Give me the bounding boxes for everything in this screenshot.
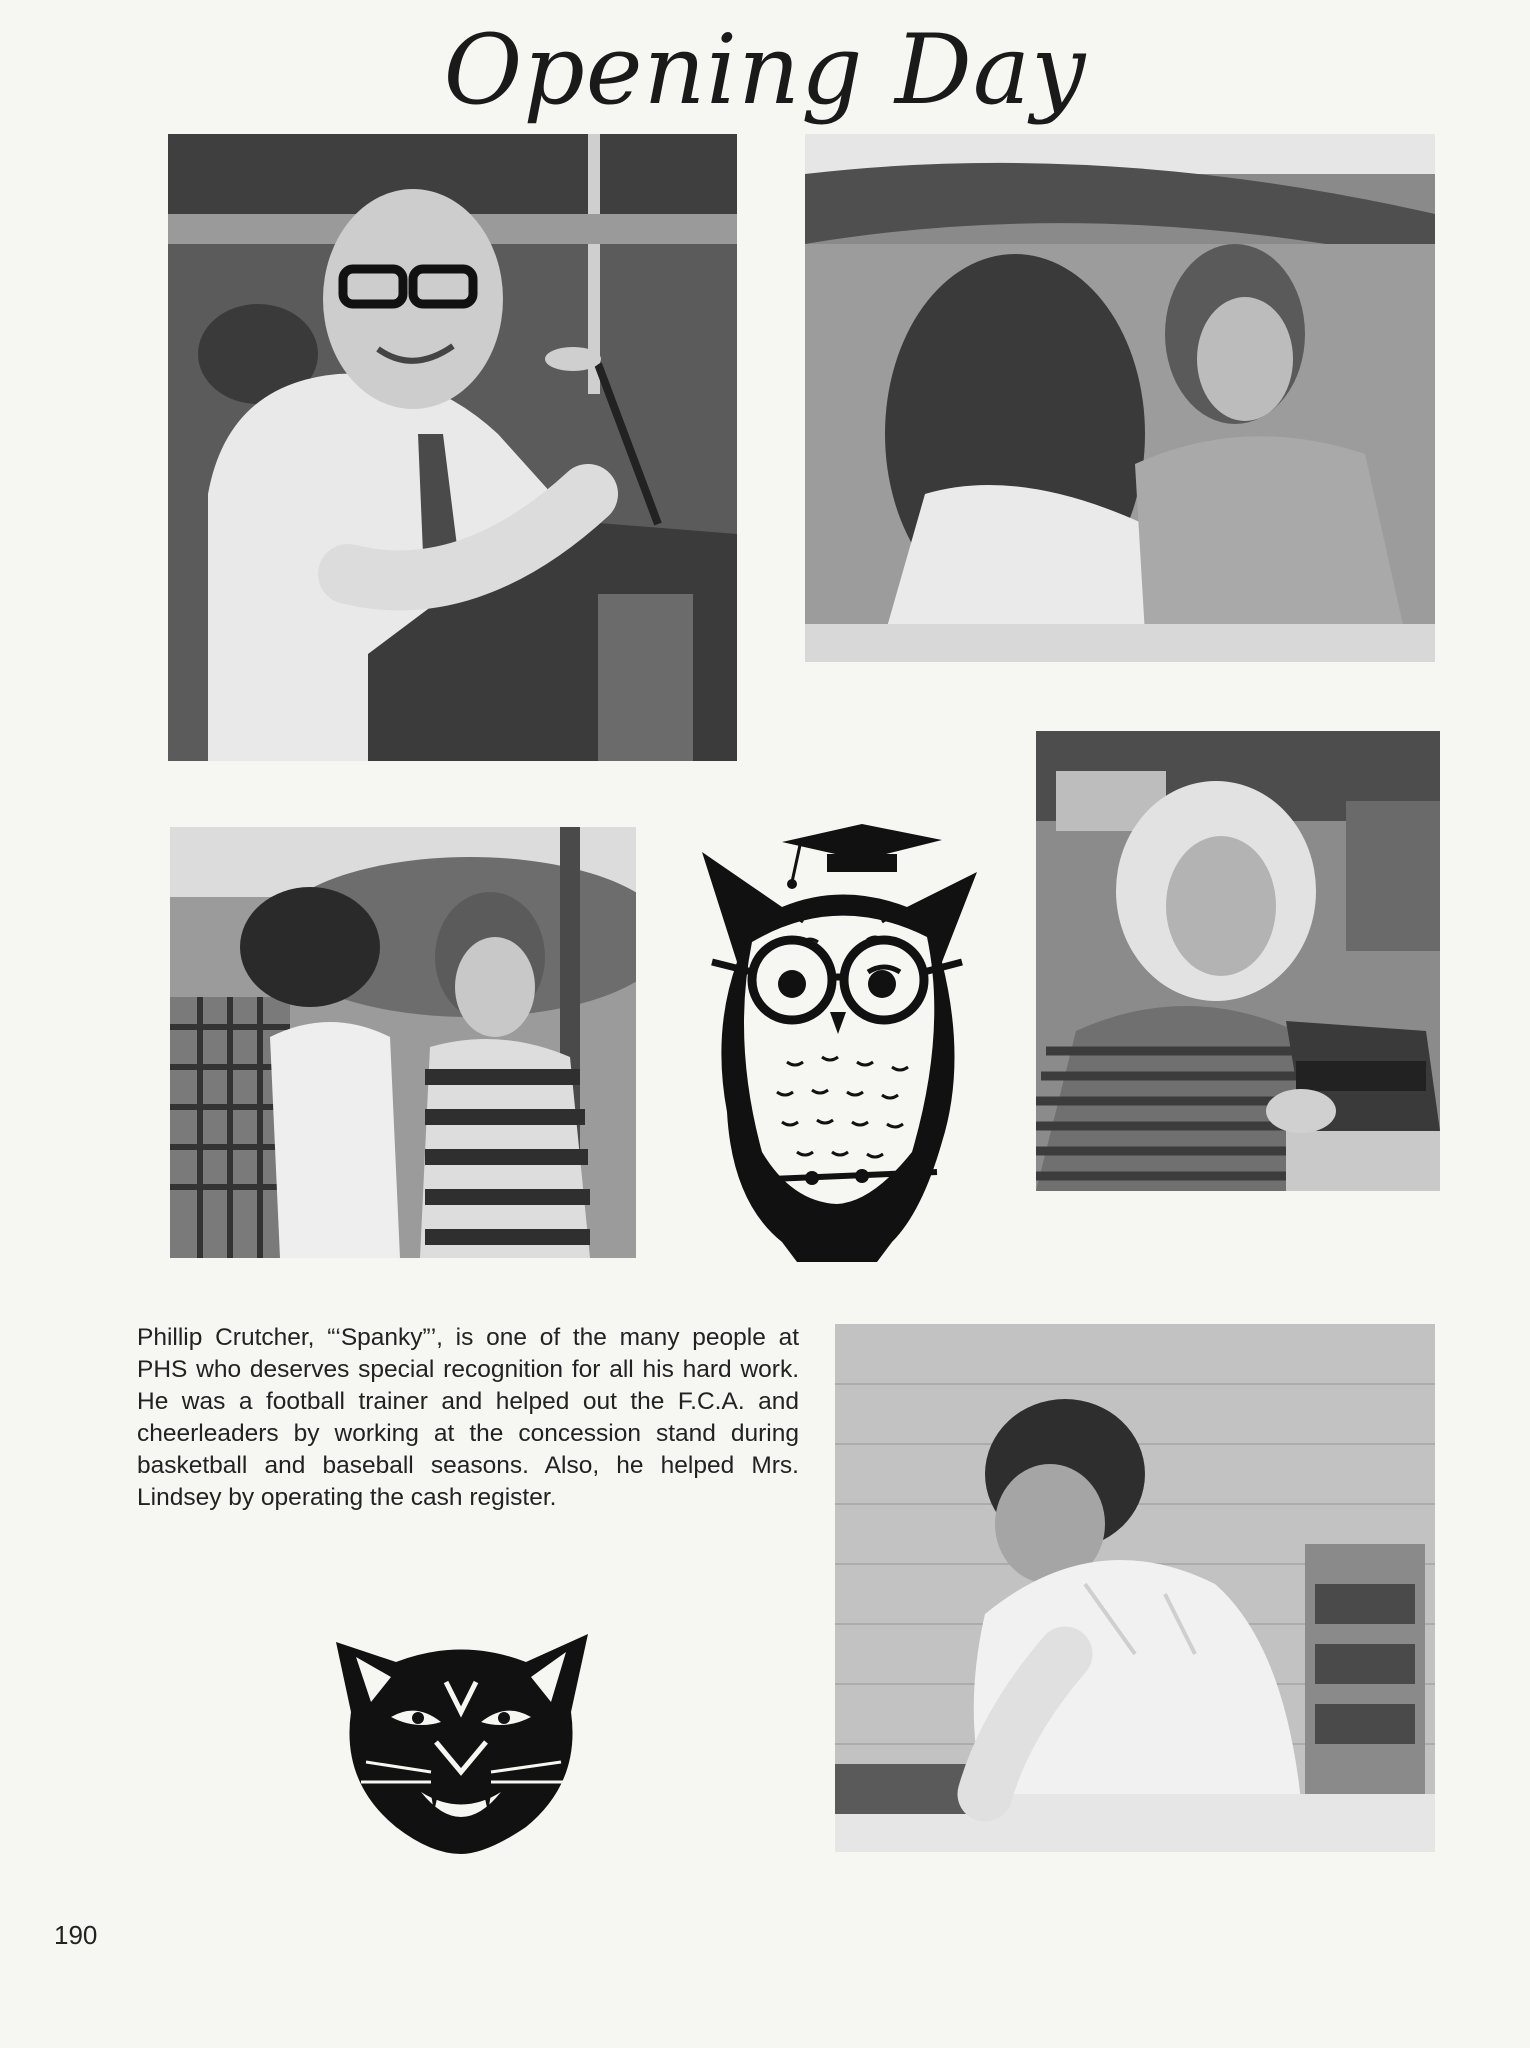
photo-spanky-at-concession-stand [835, 1324, 1435, 1852]
photo-students-in-car [805, 134, 1435, 662]
photo-speaker-at-podium [168, 134, 737, 761]
wildcat-head-illustration [326, 1622, 596, 1854]
photo-student-at-typewriter [1036, 731, 1440, 1191]
owl-with-graduation-cap-illustration [692, 812, 982, 1262]
page-title: Opening Day [443, 14, 1087, 126]
photo-students-outdoors [170, 827, 636, 1258]
photo-caption: Phillip Crutcher, “‘Spanky”’, is one of the many people at PHS who deserves special recognition for all his hard work. He was a football trainer and helped out the F.C.A. and cheerleaders by working at the concession stand during basketball and baseball seasons. Also, he helped Mrs. Lindsey by operating the cash register. [137, 1324, 799, 1511]
page-number: 190 [54, 1920, 98, 1950]
